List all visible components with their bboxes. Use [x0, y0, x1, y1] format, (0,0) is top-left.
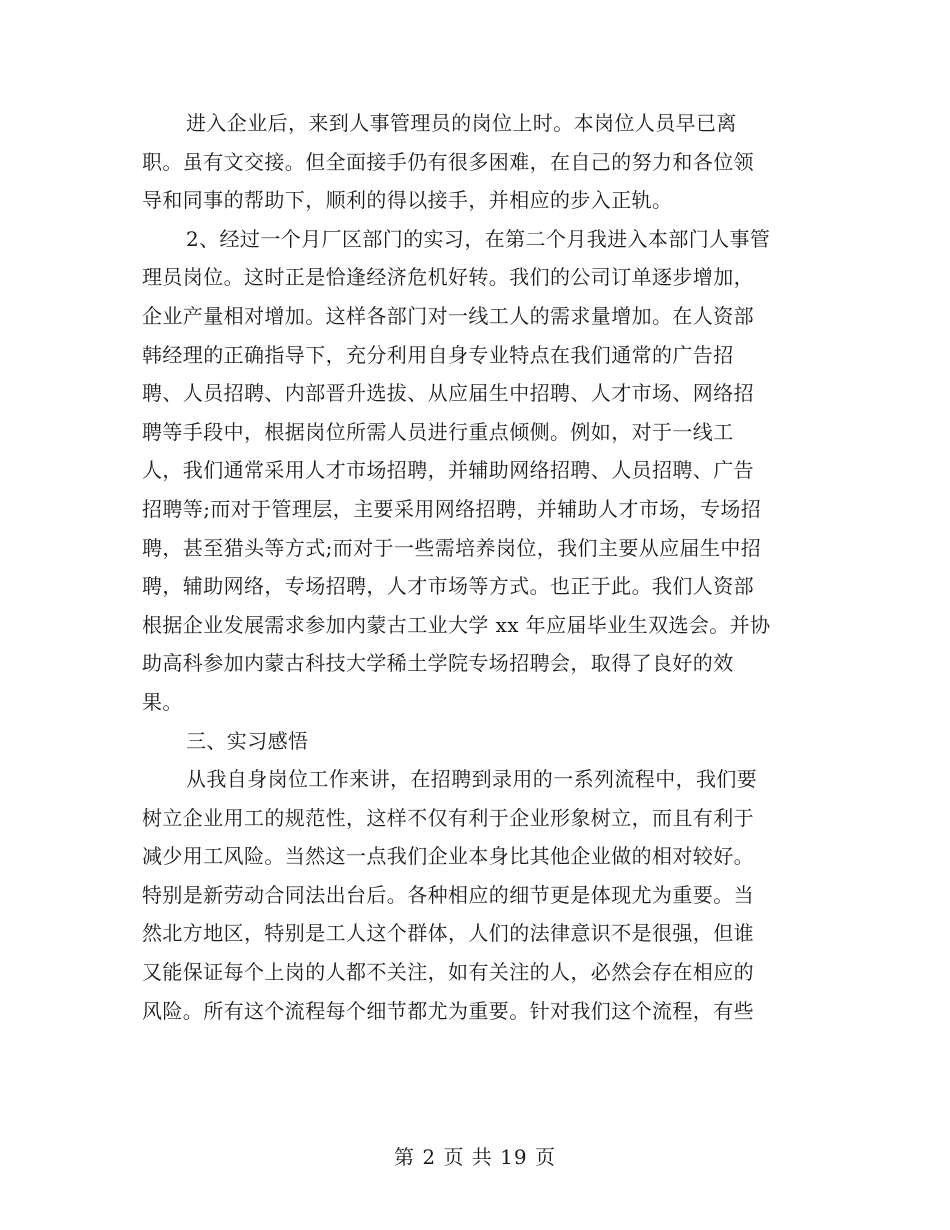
text-line: 果。	[142, 689, 183, 714]
text-line: 聘，甚至猎头等方式;而对于一些需培养岗位，我们主要从应届生中招	[142, 535, 762, 560]
text-line: 根据企业发展需求参加内蒙古工业大学 xx 年应届毕业生双选会。并协	[142, 612, 771, 637]
text-line: 人，我们通常采用人才市场招聘，并辅助网络招聘、人员招聘、广告	[142, 458, 754, 483]
text-line: 导和同事的帮助下，顺利的得以接手，并相应的步入正轨。	[142, 188, 673, 213]
text-line: 2、经过一个月厂区部门的实习，在第二个月我进入本部门人事管	[186, 226, 771, 251]
text-line: 然北方地区，特别是工人这个群体，人们的法律意识不是很强，但谁	[142, 921, 754, 946]
text-line: 风险。所有这个流程每个细节都尤为重要。针对我们这个流程，有些	[142, 998, 754, 1023]
text-line: 减少用工风险。当然这一点我们企业本身比其他企业做的相对较好。	[142, 844, 754, 869]
text-line: 招聘等;而对于管理层，主要采用网络招聘，并辅助人才市场，专场招	[142, 496, 762, 521]
text-line: 从我自身岗位工作来讲，在招聘到录用的一系列流程中，我们要	[186, 767, 758, 792]
text-line: 树立企业用工的规范性，这样不仅有利于企业形象树立，而且有利于	[142, 805, 754, 830]
text-line: 三、实习感悟	[186, 728, 309, 753]
text-line: 聘等手段中，根据岗位所需人员进行重点倾侧。例如，对于一线工	[142, 419, 734, 444]
text-line: 助高科参加内蒙古科技大学稀土学院专场招聘会，取得了良好的效	[142, 651, 734, 676]
text-line: 韩经理的正确指导下，充分利用自身专业特点在我们通常的广告招	[142, 342, 734, 367]
text-line: 聘，辅助网络，专场招聘，人才市场等方式。也正于此。我们人资部	[142, 574, 754, 599]
text-line: 进入企业后，来到人事管理员的岗位上时。本岗位人员早已离	[186, 111, 737, 135]
document-body	[142, 104, 812, 1030]
page-footer: 第 2 页 共 19 页	[394, 1145, 556, 1169]
text-line: 聘、人员招聘、内部晋升选拔、从应届生中招聘、人才市场、网络招	[142, 381, 754, 406]
text-line: 又能保证每个上岗的人都不关注，如有关注的人，必然会存在相应的	[142, 960, 754, 985]
text-line: 特别是新劳动合同法出台后。各种相应的细节更是体现尤为重要。当	[142, 882, 754, 907]
text-line: 企业产量相对增加。这样各部门对一线工人的需求量增加。在人资部	[142, 303, 754, 328]
text-line: 职。虽有文交接。但全面接手仍有很多困难，在自己的努力和各位领	[142, 149, 754, 174]
text-line: 理员岗位。这时正是恰逢经济危机好转。我们的公司订单逐步增加，	[142, 265, 754, 290]
